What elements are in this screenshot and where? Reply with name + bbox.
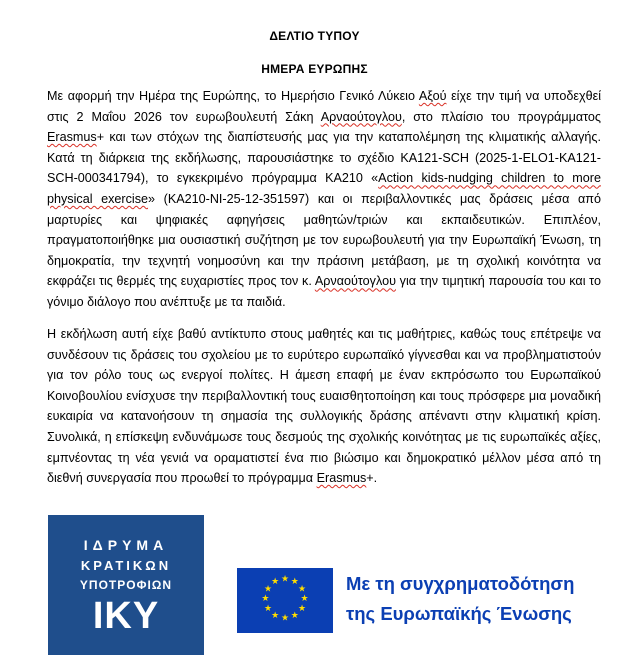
iky-logo-line2: ΚΡΑΤΙΚΩΝ [80,558,172,573]
eu-flag-icon [237,568,333,633]
spellcheck-word: Erasmus [316,471,367,486]
p1-text-a: Με αφορμή την Ημέρα της Ευρώπης, το Ημερήσιο Γενικό Λύκειο [47,89,419,103]
svg-text:★: ★ [290,611,299,622]
svg-text:★: ★ [271,577,280,588]
document-subtitle: ΗΜΕΡΑ ΕΥΡΩΠΗΣ [261,62,368,76]
p1-text-g: + και των στόχων της διαπίστευσής μας για την καταπολέμηση της κλιματικής αλλαγής. Κατά τη διάρκεια της εκδήλωσης, παρουσιάστηκε το σχέδιο KA121-SCH (2025-1-ELO1-KA121-SCH-000341794), το εγκεκριμένο πρόγραμμα KA210 « [47,130,601,186]
eu-cofunding-label [346,569,606,629]
p1-text-i: » (KA210-NI-25-12-351597) και οι περιβαλλοντικές μας δράσεις μέσα από μαρτυρίες και ψηφιακές αφηγήσεις μαθητών/τριών και εκπαιδευτικών. Επιπλέον, πραγματοποιήθηκε μια ουσιαστική συζήτηση με τον ευρωβουλευτή για την Ευρωπαϊκή Ένωση, τη δημοκρατία, την τεχνητή νοημοσύνη και την πράσινη μετάβαση, με τη σχολική κοινότητα να εκφράζει τις θερμές της ευχαριστίες προς τον κ. [47,191,601,289]
paragraph-2 [47,324,601,489]
iky-logo-acronym: ΙΚΥ [92,595,160,637]
spellcheck-phrase: Action kids-nudging children to more physical exercise [47,171,601,206]
svg-text:★: ★ [271,611,280,622]
spellcheck-word: Αξού [418,89,447,103]
paragraph-1 [47,86,601,313]
document-title: ΔΕΛΤΙΟ ΤΥΠΟΥ [269,29,360,43]
spellcheck-word: Αρναούτογλου [320,109,402,124]
svg-text:★: ★ [263,603,273,614]
iky-logo-line3: ΥΠΟΤΡΟΦΙΩΝ [79,578,173,592]
svg-text:★: ★ [297,603,307,614]
p2-text-c: +. [366,471,378,486]
svg-text:★: ★ [300,594,309,605]
spellcheck-word: Αρναούτογλου [314,274,396,289]
svg-text:★: ★ [297,584,307,595]
p2-text-a: Η εκδήλωση αυτή είχε βαθύ αντίκτυπο στους μαθητές και τις μαθήτριες, καθώς τους επέτρεψε να συνδέσουν τις δράσεις του σχολείου με το ευρύτερο ευρωπαϊκό γίγνεσθαι και να προβληματιστούν για τον ρόλο τους ως ενεργοί πολίτες. Η άμεση επαφή με έναν εκπρόσωπο του Ευρωπαϊκού Κοινοβουλίου ενίσχυσε την περιβαλλοντική τους ευαισθητοποίηση και τους πρόσφερε μια μοναδική ευκαιρία να κατανοήσουν τη σημασία της συλλογικής δράσης απέναντι στην κλιματική κρίση. Συνολικά, η επίσκεψη ενδυνάμωσε τους δεσμούς της σχολικής κοινότητας με τις ευρωπαϊκές αξίες, εμπνέοντας τη νέα γενιά να οραματιστεί ένα πιο βιώσιμο και δημοκρατικό μέλλον μέσα από τη διεθνή συνεργασία που προωθεί το πρόγραμμα [47,327,601,486]
svg-text:★: ★ [280,574,290,585]
p1-text-c: είχε την τιμή να υποδεχθεί στις 2 Μαΐου 2026 τον ευρωβουλευτή Σάκη [47,89,601,124]
p1-text-e: , στο πλαίσιο του προγράμματος [401,109,601,124]
iky-logo-line1: ΙΔΡΥΜΑ [83,537,169,553]
eu-flag-stars [237,568,333,633]
p1-text-k: για την τιμητική παρουσία του και το γόνιμο διάλογο που ανέπτυξε με τα παιδιά. [47,274,601,309]
svg-text:★: ★ [280,613,290,624]
svg-text:★: ★ [261,594,270,605]
svg-text:★: ★ [263,584,273,595]
svg-text:★: ★ [290,577,299,588]
eu-cofunding-line2: της Ευρωπαϊκής Ένωσης [346,603,572,624]
eu-cofunding-line1: Με τη συγχρηματοδότηση [346,573,575,594]
spellcheck-word: Erasmus [47,130,97,145]
iky-logo [48,515,204,655]
